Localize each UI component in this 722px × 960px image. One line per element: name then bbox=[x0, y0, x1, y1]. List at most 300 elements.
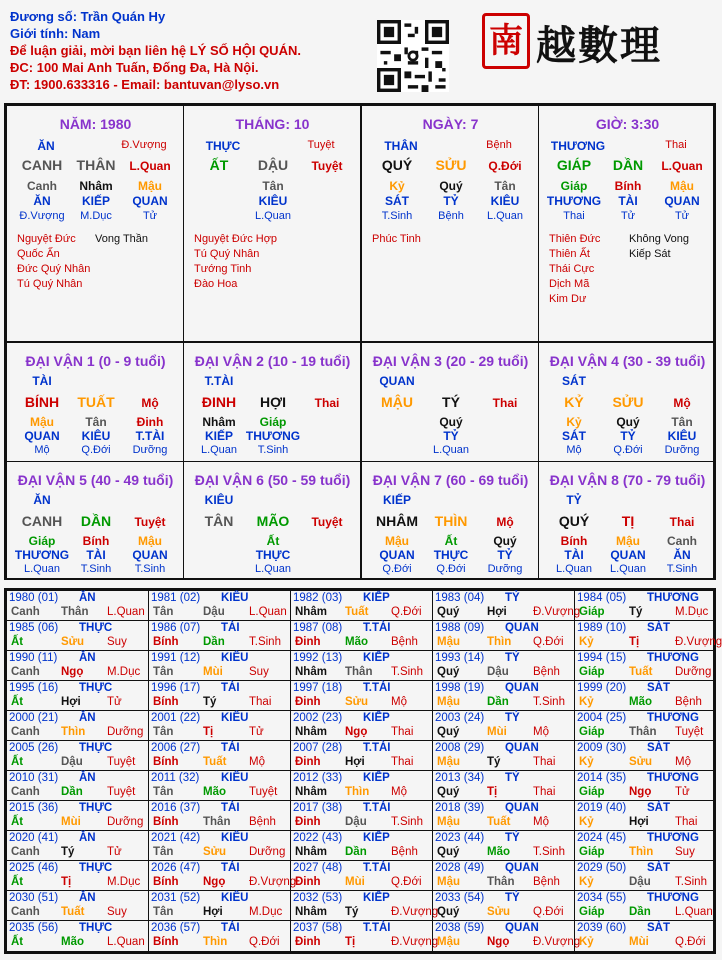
year-ten-god: ĂN bbox=[79, 772, 96, 784]
year-branch: Dần bbox=[629, 906, 651, 918]
year-cell bbox=[432, 800, 575, 831]
year-branch: Thìn bbox=[203, 936, 228, 948]
year-branch: Tị bbox=[629, 636, 640, 648]
year-stage: Dưỡng bbox=[107, 726, 144, 738]
year-ten-god: THỰC bbox=[79, 742, 113, 754]
year-stem: Nhâm bbox=[295, 666, 327, 678]
hidden-stage: L.Quan bbox=[432, 444, 470, 456]
year-ten-god: THƯƠNG bbox=[647, 832, 699, 844]
year-cell bbox=[148, 680, 291, 711]
year-cell bbox=[290, 740, 433, 771]
year-ten-god: TÀI bbox=[221, 742, 240, 754]
hidden-stem: Canh bbox=[27, 179, 57, 193]
pillar-ten-god: ĂN bbox=[37, 139, 55, 153]
hidden-stem: Quý bbox=[439, 179, 463, 193]
year-stem: Giáp bbox=[579, 846, 605, 858]
year-stem: Tân bbox=[153, 786, 174, 798]
year-branch: Tị bbox=[203, 726, 214, 738]
year-ten-god: TỶ bbox=[505, 592, 520, 604]
dai-van-branch: THÌN bbox=[434, 513, 468, 529]
year-label: 2032 (53) bbox=[293, 892, 343, 904]
year-branch: Dần bbox=[203, 636, 225, 648]
dai-van-title: ĐẠI VẬN 5 (40 - 49 tuổi) bbox=[17, 472, 174, 488]
year-branch: Mão bbox=[487, 846, 510, 858]
year-branch: Dần bbox=[61, 786, 83, 798]
year-stem: Tân bbox=[153, 906, 174, 918]
shen-sha-star: Tú Quý Nhân bbox=[17, 278, 83, 290]
year-stem: Đinh bbox=[295, 876, 321, 888]
year-branch: Tuất bbox=[203, 756, 227, 768]
hidden-stage: T.Sinh bbox=[80, 563, 112, 575]
hidden-stage: Bệnh bbox=[438, 210, 464, 222]
year-branch: Sửu bbox=[203, 846, 227, 858]
year-stem: Kỷ bbox=[579, 936, 594, 948]
year-ten-god: THỰC bbox=[79, 862, 113, 874]
year-cell bbox=[6, 890, 149, 921]
hidden-stem: Canh bbox=[667, 534, 697, 548]
year-cell bbox=[6, 590, 149, 621]
hidden-stem: Nhâm bbox=[79, 179, 113, 193]
year-stage: M.Dục bbox=[675, 606, 709, 618]
year-branch: Hợi bbox=[203, 906, 223, 918]
pillar-stage: Tuyệt bbox=[307, 139, 335, 151]
year-stem: Đinh bbox=[295, 816, 321, 828]
year-branch: Tị bbox=[487, 786, 498, 798]
year-ten-god: SÁT bbox=[647, 622, 670, 634]
year-ten-god: QUAN bbox=[505, 742, 539, 754]
year-stem: Ất bbox=[11, 756, 24, 768]
hidden-ten-god: KIẾP bbox=[81, 194, 110, 208]
year-branch: Hợi bbox=[61, 696, 81, 708]
hidden-stage: L.Quan bbox=[200, 444, 238, 456]
year-stage: Đ.Vượng bbox=[249, 876, 297, 888]
year-ten-god: T.TÀI bbox=[363, 742, 391, 754]
year-label: 1991 (12) bbox=[151, 652, 201, 664]
year-stem: Giáp bbox=[579, 786, 605, 798]
dai-van-title: ĐẠI VẬN 4 (30 - 39 tuổi) bbox=[549, 353, 706, 369]
year-label: 1999 (20) bbox=[577, 682, 627, 694]
year-label: 2021 (42) bbox=[151, 832, 201, 844]
year-stem: Kỷ bbox=[579, 816, 594, 828]
year-cell bbox=[6, 740, 149, 771]
year-label: 1990 (11) bbox=[9, 652, 58, 664]
year-stem: Mậu bbox=[437, 756, 460, 768]
pillar-stage: Thai bbox=[665, 139, 687, 151]
year-label: 1981 (02) bbox=[151, 592, 201, 604]
year-cell bbox=[148, 650, 291, 681]
hidden-ten-god: QUAN bbox=[132, 548, 168, 562]
year-label: 2036 (57) bbox=[151, 922, 201, 934]
year-cell bbox=[574, 710, 714, 741]
hidden-ten-god: QUAN bbox=[379, 548, 415, 562]
year-branch: Hợi bbox=[629, 816, 649, 828]
year-cell bbox=[290, 860, 433, 891]
year-stem: Quý bbox=[437, 846, 460, 858]
dai-van-ten-god: T.TÀI bbox=[204, 374, 234, 388]
year-branch: Mùi bbox=[487, 726, 507, 738]
hidden-stage: Dưỡng bbox=[664, 444, 700, 456]
year-ten-god: T.TÀI bbox=[363, 622, 391, 634]
year-stem: Tân bbox=[153, 666, 174, 678]
pillar-title: THÁNG: 10 bbox=[235, 116, 310, 132]
year-branch: Mùi bbox=[629, 936, 649, 948]
year-ten-god: THỰC bbox=[79, 802, 113, 814]
year-cell bbox=[432, 710, 575, 741]
hidden-stem: Quý bbox=[439, 415, 463, 429]
year-stage: T.Sinh bbox=[533, 846, 565, 858]
pillar-branch-stage: L.Quan bbox=[661, 159, 703, 173]
year-cell bbox=[290, 890, 439, 921]
year-ten-god: SÁT bbox=[647, 682, 670, 694]
hidden-stage: Dưỡng bbox=[132, 444, 168, 456]
year-label: 2038 (59) bbox=[435, 922, 485, 934]
hidden-ten-god: SÁT bbox=[385, 194, 409, 208]
year-branch: Tý bbox=[345, 906, 359, 918]
year-label: 1995 (16) bbox=[9, 682, 59, 694]
shen-sha-star: Nguyệt Đức bbox=[17, 233, 76, 245]
year-cell bbox=[6, 650, 149, 681]
year-stage: Dưỡng bbox=[675, 666, 712, 678]
hidden-stem: Nhâm bbox=[202, 415, 236, 429]
year-label: 2026 (47) bbox=[151, 862, 201, 874]
year-stage: Đ.Vượng bbox=[391, 936, 439, 948]
year-stem: Bính bbox=[153, 756, 179, 768]
hidden-stem: Bính bbox=[614, 179, 642, 193]
year-stage: M.Dục bbox=[107, 876, 141, 888]
year-branch: Thìn bbox=[345, 786, 370, 798]
year-stem: Quý bbox=[437, 666, 460, 678]
year-label: 1994 (15) bbox=[577, 652, 627, 664]
year-stem: Bính bbox=[153, 936, 179, 948]
hidden-stem: Mậu bbox=[385, 534, 409, 548]
year-cell bbox=[148, 860, 297, 891]
year-branch: Tuất bbox=[345, 606, 369, 618]
year-stem: Đinh bbox=[295, 636, 321, 648]
year-cell bbox=[574, 770, 714, 801]
pillar-branch-stage: Tuyệt bbox=[311, 159, 343, 173]
year-branch: Ngọ bbox=[487, 936, 510, 948]
hidden-ten-god: THƯƠNG bbox=[245, 429, 301, 443]
year-stem: Canh bbox=[11, 846, 40, 858]
year-cell bbox=[6, 770, 149, 801]
year-label: 1993 (14) bbox=[435, 652, 485, 664]
dai-van-branch: TUẤT bbox=[77, 394, 115, 410]
hidden-stage: Q.Đới bbox=[81, 444, 111, 456]
year-label: 2016 (37) bbox=[151, 802, 201, 814]
hidden-ten-god: QUAN bbox=[610, 548, 646, 562]
year-stage: Mộ bbox=[391, 696, 407, 708]
year-cell bbox=[6, 620, 149, 651]
year-label: 1989 (10) bbox=[577, 622, 627, 634]
year-ten-god: TỶ bbox=[505, 832, 520, 844]
year-ten-god: SÁT bbox=[647, 862, 670, 874]
shen-sha-star: Kim Dư bbox=[549, 293, 587, 305]
hidden-stem: Ất bbox=[444, 534, 458, 548]
year-branch: Ngọ bbox=[629, 786, 652, 798]
year-ten-god: TÀI bbox=[221, 622, 240, 634]
pillar-stem: GIÁP bbox=[556, 157, 592, 173]
dai-van-ten-god: KIẾP bbox=[382, 493, 411, 507]
year-label: 2005 (26) bbox=[9, 742, 59, 754]
year-stage: Thai bbox=[675, 816, 698, 828]
year-branch: Thìn bbox=[629, 846, 654, 858]
shen-sha-star: Đức Quý Nhân bbox=[17, 263, 91, 275]
dai-van-ten-god: TỶ bbox=[566, 493, 582, 507]
year-stage: Bệnh bbox=[533, 666, 560, 678]
year-stem: Tân bbox=[153, 606, 174, 618]
hidden-ten-god: THỰC bbox=[255, 548, 291, 562]
hidden-stage: T.Sinh bbox=[134, 563, 166, 575]
year-label: 2001 (22) bbox=[151, 712, 201, 724]
dai-van-stage: Mộ bbox=[141, 396, 159, 410]
year-stem: Nhâm bbox=[295, 906, 327, 918]
year-branch: Hợi bbox=[345, 756, 365, 768]
year-cell bbox=[290, 680, 433, 711]
hidden-ten-god: QUAN bbox=[24, 429, 60, 443]
hidden-stem: Quý bbox=[493, 534, 517, 548]
pillar-title: NĂM: 1980 bbox=[59, 116, 132, 132]
year-cell bbox=[6, 830, 149, 861]
dai-van-branch: TÝ bbox=[442, 394, 460, 410]
year-branch: Mão bbox=[629, 696, 652, 708]
year-cell bbox=[574, 830, 714, 861]
year-label: 2015 (36) bbox=[9, 802, 59, 814]
hidden-ten-god: TỶ bbox=[497, 548, 513, 562]
dai-van-4 bbox=[538, 342, 714, 462]
year-cell bbox=[148, 830, 291, 861]
year-stage: Bệnh bbox=[249, 816, 276, 828]
year-stem: Ất bbox=[11, 816, 24, 828]
year-ten-god: KIÊU bbox=[221, 832, 249, 844]
year-stage: Tuyệt bbox=[107, 756, 136, 768]
year-stage: Mộ bbox=[533, 816, 549, 828]
dai-van-stem: MẬU bbox=[381, 394, 413, 410]
year-stem: Đinh bbox=[295, 936, 321, 948]
year-cell bbox=[148, 620, 291, 651]
year-ten-god: TÀI bbox=[221, 922, 240, 934]
dai-van-ten-god: TÀI bbox=[32, 374, 52, 388]
year-branch: Thân bbox=[345, 666, 373, 678]
shen-sha-star: Thiên Đức bbox=[549, 233, 601, 245]
year-branch: Dần bbox=[487, 696, 509, 708]
year-stage: M.Dục bbox=[249, 906, 283, 918]
year-ten-god: QUAN bbox=[505, 622, 539, 634]
year-stage: Thai bbox=[391, 726, 414, 738]
year-cell bbox=[432, 740, 575, 771]
year-cell bbox=[6, 710, 149, 741]
year-cell bbox=[432, 620, 575, 651]
year-branch: Dậu bbox=[629, 876, 651, 888]
year-stem: Canh bbox=[11, 666, 40, 678]
year-ten-god: KIÊU bbox=[221, 892, 249, 904]
pillar-branch: SỬU bbox=[435, 157, 467, 173]
year-label: 1982 (03) bbox=[293, 592, 343, 604]
year-cell bbox=[290, 590, 433, 621]
year-ten-god: TÀI bbox=[221, 862, 240, 874]
year-ten-god: ĂN bbox=[79, 712, 96, 724]
year-stem: Nhâm bbox=[295, 846, 327, 858]
hidden-ten-god: THƯƠNG bbox=[14, 548, 70, 562]
year-cell bbox=[148, 890, 291, 921]
year-stage: Bệnh bbox=[675, 696, 702, 708]
year-cell bbox=[290, 920, 439, 952]
hidden-ten-god: THƯƠNG bbox=[546, 194, 602, 208]
dai-van-stage: Tuyệt bbox=[311, 515, 343, 529]
year-ten-god: T.TÀI bbox=[363, 922, 391, 934]
hidden-stem: Mậu bbox=[670, 179, 694, 193]
dai-van-branch: SỬU bbox=[612, 394, 644, 410]
year-stem: Bính bbox=[153, 636, 179, 648]
year-cell bbox=[290, 830, 433, 861]
pillar-stem: QUÝ bbox=[381, 157, 413, 173]
year-stage: Tuyệt bbox=[675, 726, 704, 738]
qr-code-icon[interactable] bbox=[377, 20, 449, 92]
year-branch: Hợi bbox=[487, 606, 507, 618]
hidden-ten-god: KIÊU bbox=[490, 194, 520, 208]
year-stage: Mộ bbox=[249, 756, 265, 768]
hidden-stage: Q.Đới bbox=[436, 563, 466, 575]
year-label: 2037 (58) bbox=[293, 922, 343, 934]
year-ten-god: KIÊU bbox=[221, 652, 249, 664]
year-cell bbox=[6, 680, 149, 711]
year-stage: L.Quan bbox=[675, 906, 713, 918]
shen-sha-star: Kiếp Sát bbox=[629, 248, 671, 260]
pillar-branch: DẬU bbox=[257, 157, 289, 173]
year-label: 1997 (18) bbox=[293, 682, 343, 694]
year-label: 2006 (27) bbox=[151, 742, 201, 754]
year-stem: Quý bbox=[437, 786, 460, 798]
year-stage: Đ.Vượng bbox=[533, 936, 581, 948]
hidden-stem: Giáp bbox=[259, 415, 287, 429]
hidden-ten-god: TÀI bbox=[86, 548, 106, 562]
hidden-stage: Dưỡng bbox=[487, 563, 523, 575]
year-label: 2013 (34) bbox=[435, 772, 485, 784]
chart-grid bbox=[4, 103, 716, 580]
shen-sha-star: Thái Cực bbox=[549, 263, 595, 275]
year-label: 2007 (28) bbox=[293, 742, 343, 754]
year-branch: Thân bbox=[203, 816, 231, 828]
year-label: 2033 (54) bbox=[435, 892, 485, 904]
dai-van-stem: TÂN bbox=[204, 513, 234, 529]
dai-van-stage: Thai bbox=[669, 515, 695, 529]
dai-van-ten-god: SÁT bbox=[562, 374, 586, 388]
year-branch: Thân bbox=[61, 606, 89, 618]
year-stage: Q.Đới bbox=[675, 936, 706, 948]
year-cell bbox=[6, 920, 149, 952]
year-stage: Suy bbox=[249, 666, 269, 678]
year-cell bbox=[148, 920, 291, 952]
hidden-ten-god: KIÊU bbox=[81, 429, 111, 443]
year-cell bbox=[148, 740, 291, 771]
hidden-stage: L.Quan bbox=[23, 563, 61, 575]
dai-van-stage: Mộ bbox=[496, 515, 514, 529]
gender: Giới tính: Nam bbox=[10, 26, 101, 41]
year-stem: Nhâm bbox=[295, 786, 327, 798]
year-branch: Dậu bbox=[61, 756, 83, 768]
hidden-stem: Đinh bbox=[136, 415, 164, 429]
dai-van-7 bbox=[361, 461, 539, 579]
year-stage: Mộ bbox=[391, 786, 407, 798]
hidden-ten-god: KIÊU bbox=[667, 429, 697, 443]
year-ten-god: KIÊU bbox=[221, 772, 249, 784]
hidden-stage: L.Quan bbox=[555, 563, 593, 575]
dai-van-stem: BÍNH bbox=[24, 394, 60, 410]
year-stage: Đ.Vượng bbox=[391, 906, 439, 918]
year-branch: Thân bbox=[487, 876, 515, 888]
year-stage: T.Sinh bbox=[391, 666, 423, 678]
year-label: 1983 (04) bbox=[435, 592, 485, 604]
year-stem: Quý bbox=[437, 726, 460, 738]
year-stage: T.Sinh bbox=[391, 816, 423, 828]
pillar-stage: Đ.Vượng bbox=[121, 139, 167, 151]
year-cell bbox=[574, 620, 722, 651]
hidden-stem: Ất bbox=[266, 534, 280, 548]
year-ten-god: QUAN bbox=[505, 922, 539, 934]
year-label: 2023 (44) bbox=[435, 832, 485, 844]
year-stem: Canh bbox=[11, 786, 40, 798]
pillar-branch-stage: Q.Đới bbox=[488, 159, 522, 173]
year-ten-god: KIẾP bbox=[363, 892, 390, 904]
year-ten-god: T.TÀI bbox=[363, 682, 391, 694]
year-cell bbox=[574, 800, 714, 831]
year-label: 2012 (33) bbox=[293, 772, 343, 784]
shen-sha-star: Thiên Ất bbox=[549, 248, 590, 260]
year-branch: Dậu bbox=[487, 666, 509, 678]
hidden-ten-god: TỶ bbox=[443, 429, 459, 443]
year-ten-god: KIẾP bbox=[363, 772, 390, 784]
year-stage: Tuyệt bbox=[249, 786, 278, 798]
dai-van-stem: NHÂM bbox=[376, 513, 418, 529]
year-stem: Tân bbox=[153, 726, 174, 738]
pillar-title: NGÀY: 7 bbox=[422, 116, 479, 132]
year-branch: Sửu bbox=[345, 696, 369, 708]
year-stem: Ất bbox=[11, 876, 24, 888]
dai-van-title: ĐẠI VẬN 1 (0 - 9 tuổi) bbox=[25, 353, 166, 369]
year-cell bbox=[290, 620, 433, 651]
year-label: 2000 (21) bbox=[9, 712, 59, 724]
year-stage: Mộ bbox=[533, 726, 549, 738]
dai-van-title: ĐẠI VẬN 6 (50 - 59 tuổi) bbox=[194, 472, 351, 488]
year-cell bbox=[148, 770, 291, 801]
hidden-stage: Tử bbox=[142, 210, 158, 222]
year-stage: Đ.Vượng bbox=[533, 606, 581, 618]
year-branch: Sửu bbox=[487, 906, 511, 918]
hidden-stage: Tử bbox=[620, 210, 636, 222]
year-label: 2022 (43) bbox=[293, 832, 343, 844]
pillar-branch-stage: L.Quan bbox=[129, 159, 171, 173]
year-stem: Canh bbox=[11, 906, 40, 918]
dai-van-stage: Mộ bbox=[673, 396, 691, 410]
year-stem: Quý bbox=[437, 606, 460, 618]
year-branch: Sửu bbox=[61, 636, 85, 648]
shen-sha-star: Vong Thần bbox=[95, 233, 149, 245]
year-ten-god: QUAN bbox=[505, 682, 539, 694]
year-branch: Mùi bbox=[203, 666, 223, 678]
year-stem: Mậu bbox=[437, 936, 460, 948]
hidden-ten-god: TÀI bbox=[618, 194, 638, 208]
dai-van-branch: TỊ bbox=[621, 513, 635, 529]
year-label: 2014 (35) bbox=[577, 772, 627, 784]
dai-van-stage: Thai bbox=[492, 396, 518, 410]
hidden-ten-god: TỶ bbox=[443, 194, 459, 208]
year-stage: Thai bbox=[391, 756, 414, 768]
dai-van-title: ĐẠI VẬN 2 (10 - 19 tuổi) bbox=[194, 353, 351, 369]
year-cell bbox=[148, 800, 291, 831]
shen-sha-star: Phúc Tinh bbox=[372, 233, 421, 245]
year-cell bbox=[432, 920, 581, 952]
year-cell bbox=[290, 800, 433, 831]
year-branch: Mão bbox=[203, 786, 226, 798]
